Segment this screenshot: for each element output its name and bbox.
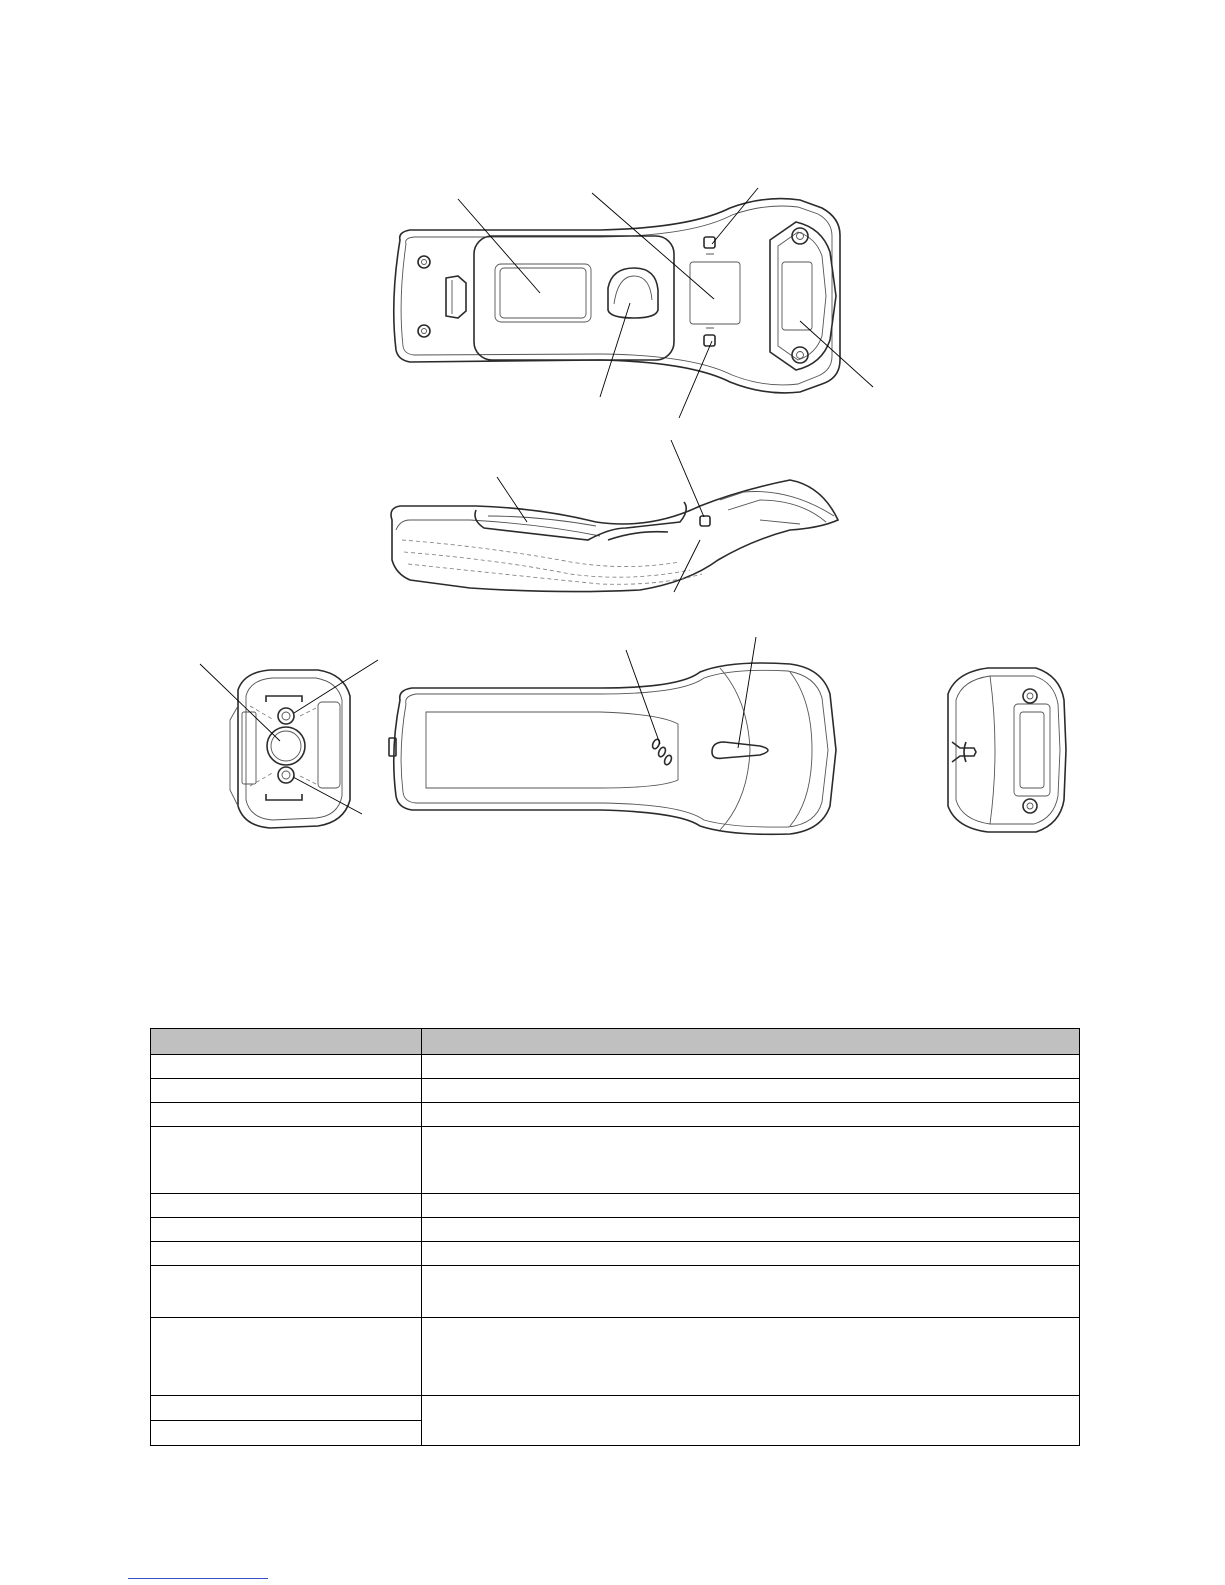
item-cell [151, 1194, 422, 1218]
item-cell [151, 1396, 422, 1421]
table-row [151, 1318, 1080, 1396]
table-row [151, 1266, 1080, 1318]
table-row [151, 1194, 1080, 1218]
table-header-row [151, 1029, 1080, 1055]
item-cell [151, 1103, 422, 1127]
table-row [151, 1079, 1080, 1103]
description-cell [422, 1266, 1080, 1318]
description-cell [422, 1194, 1080, 1218]
description-cell [422, 1079, 1080, 1103]
description-cell [422, 1103, 1080, 1127]
table-row [151, 1218, 1080, 1242]
table-row [151, 1242, 1080, 1266]
item-cell [151, 1079, 422, 1103]
side-view [391, 440, 838, 592]
item-cell [151, 1127, 422, 1194]
front-end-view [948, 668, 1066, 832]
footer-link-underline [128, 1578, 268, 1579]
description-cell [422, 1127, 1080, 1194]
rear-end-view [200, 660, 378, 828]
item-cell [151, 1318, 422, 1396]
item-cell [151, 1055, 422, 1079]
item-cell [151, 1242, 422, 1266]
item-cell [151, 1266, 422, 1318]
spec-table [150, 1028, 1080, 1446]
bottom-view [389, 637, 836, 834]
header-cell [422, 1029, 1080, 1055]
item-cell [151, 1218, 422, 1242]
description-cell [422, 1318, 1080, 1396]
description-cell [422, 1055, 1080, 1079]
description-cell [422, 1396, 1080, 1446]
item-cell [151, 1421, 422, 1446]
header-cell [151, 1029, 422, 1055]
table-row [151, 1055, 1080, 1079]
top-view [394, 188, 873, 418]
description-cell [422, 1242, 1080, 1266]
table-row [151, 1396, 1080, 1421]
table-row [151, 1103, 1080, 1127]
description-cell [422, 1218, 1080, 1242]
table-row [151, 1127, 1080, 1194]
